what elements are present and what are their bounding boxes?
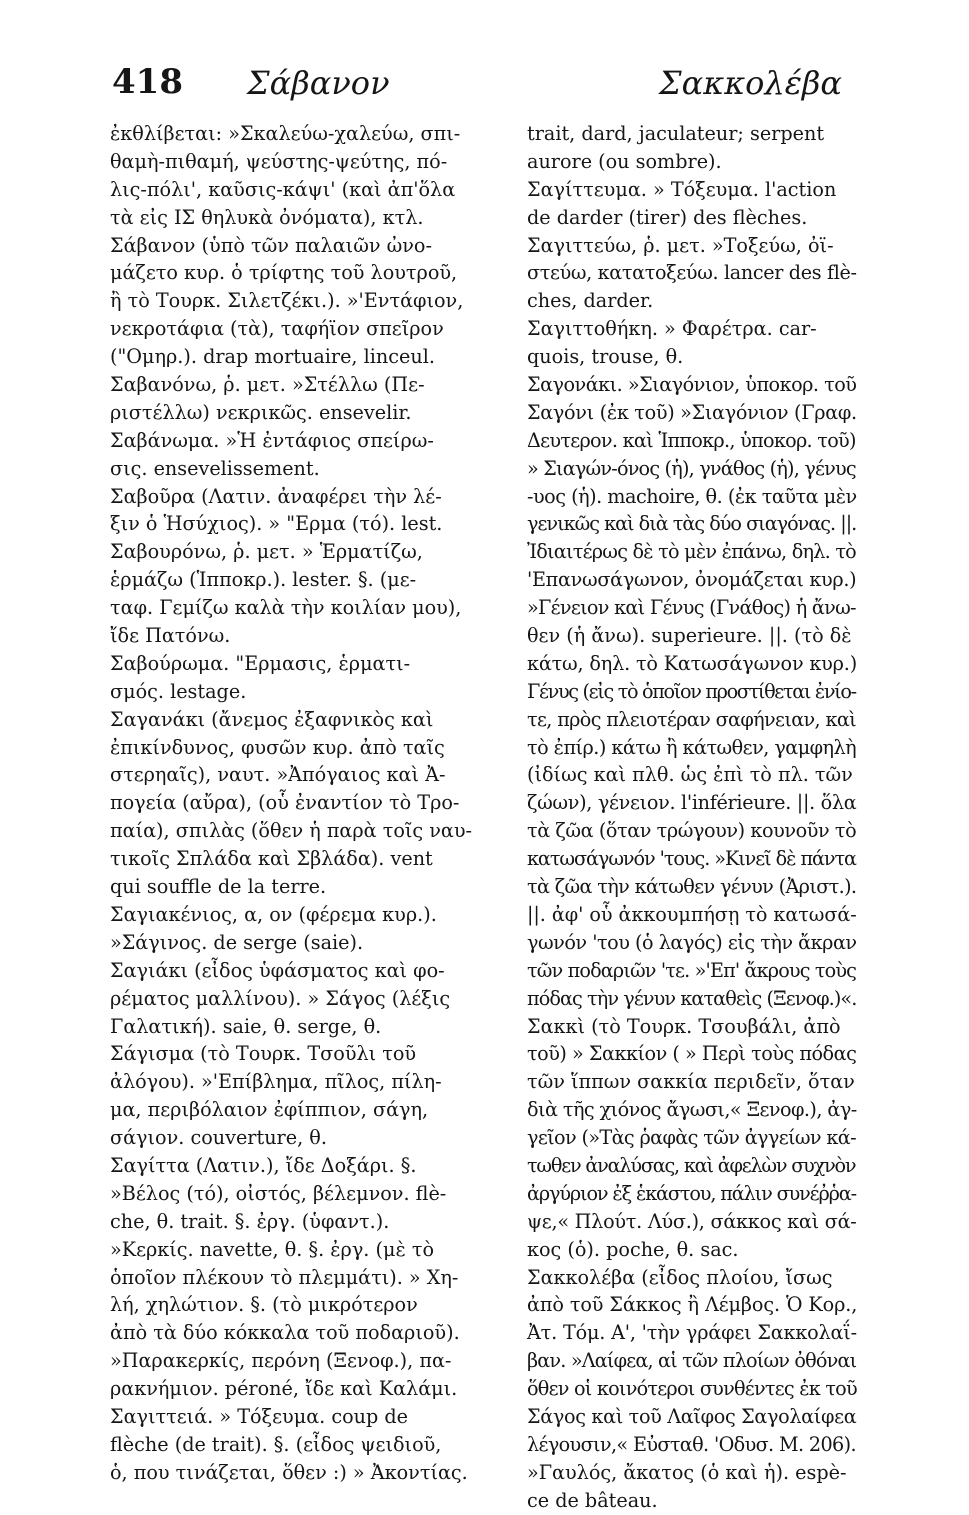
text-line: βαν. »Λαίφεα, αἱ τῶν πλοίων ὀθόναι <box>527 1349 857 1373</box>
text-line: γεῖον (»Τὰς ῥαφὰς τῶν ἀγγείων κά- <box>527 1126 856 1150</box>
text-line: Σαγονάκι. »Σιαγόνιον, ὑποκορ. τοῦ <box>527 373 857 397</box>
text-line: aurore (ou sombre). <box>527 149 722 173</box>
text-line: Σαβάνωμα. »Ἡ ἐντάφιος σπείρω- <box>110 428 434 452</box>
text-line: ριστέλλω) νεκρικῶς. ensevelir. <box>110 400 412 424</box>
text-line: σάγιον. couverture, θ. <box>110 1126 327 1150</box>
text-line: ἢ τὸ Τουρκ. Σιλετζέκι.). »'Εντάφιον, <box>110 289 464 313</box>
text-line: κάτω, δηλ. τὸ Κατωσάγωνον κυρ.) <box>527 651 858 675</box>
text-line: »Βέλος (τό), οἰστός, βέλεμνον. flè- <box>110 1181 447 1205</box>
text-line: ("Ομηρ.). drap mortuaire, linceul. <box>110 345 435 369</box>
text-line: μα, περιβόλαιον ἐφίππιον, σάγη, <box>110 1098 429 1122</box>
left-text-column <box>110 120 495 1484</box>
text-line: διὰ τῆς χιόνος ἄγωσι,« Ξενοφ.), ἀγ- <box>527 1098 857 1122</box>
text-line: τε, πρὸς πλειοτέραν σαφήνειαν, καὶ <box>527 707 857 731</box>
text-line: γωνόν 'του (ὁ λαγός) εἰς τὴν ἄκραν <box>527 930 857 954</box>
text-line: τῶν ποδαριῶν 'τε. »'Επ' ἄκρους τοὺς <box>527 958 857 982</box>
text-line: »Σάγινος. de serge (saie). <box>110 930 364 954</box>
text-line: στερηαῖς), ναυτ. »Ἀπόγαιος καὶ Ἀ- <box>110 763 446 787</box>
text-line: λέγουσιν,« Εὐσταθ. 'Οδυσ. Μ. 206). <box>527 1432 856 1456</box>
text-line: ce de bâteau. <box>527 1488 658 1512</box>
right-running-head: Σακκολέβα <box>658 64 842 102</box>
text-line: Σάβανον (ὑπὸ τῶν παλαιῶν ὠνο- <box>110 233 432 257</box>
text-line: flèche (de trait). §. (εἶδος ψειδιοῦ, <box>110 1432 442 1456</box>
text-line: ἀλόγου). »'Επίβλημα, πῖλος, πίλη- <box>110 1070 442 1094</box>
text-line: Σαγιάκι (εἶδος ὑφάσματος καὶ φο- <box>110 958 445 982</box>
text-line: Σακκολέβα (εἶδος πλοίου, ἴσως <box>527 1265 833 1289</box>
text-line: τοῦ) » Σακκίον ( » Περὶ τοὺς πόδας <box>527 1042 857 1066</box>
text-line: Σαγίττευμα. » Τόξευμα. l'action <box>527 177 837 201</box>
text-line: (ἰδίως καὶ πλθ. ὡς ἐπὶ τὸ πλ. τῶν <box>527 763 853 787</box>
text-line: θεν (ἡ ἄνω). superieure. ||. (τὸ δὲ <box>527 624 852 648</box>
text-line: » Σιαγών-όνος (ἡ), γνάθος (ἡ), γένυς <box>527 456 856 480</box>
text-line: ἀργύριον ἐξ ἑκάστου, πάλιν συνέῤῥα- <box>527 1181 857 1205</box>
text-line: ρέματος μαλλίνου). » Σάγος (λέξις <box>110 986 451 1010</box>
text-line: παία), σπιλὰς (ὅθεν ἡ παρὰ τοῖς ναυ- <box>110 819 473 843</box>
text-line: Σαβανόνω, ῥ. μετ. »Στέλλω (Πε- <box>110 373 425 397</box>
text-line: τωθεν ἀναλύσας, καὶ ἀφελὼν συχνὸν <box>527 1153 856 1177</box>
text-line: ταφ. Γεμίζω καλὰ τὴν κοιλίαν μου), <box>110 596 462 620</box>
text-line: τικοῖς Σπλάδα καὶ Σβλάδα). vent <box>110 847 433 871</box>
text-line: ρακνήμιον. péroné, ἴδε καὶ Καλάμι. <box>110 1377 458 1401</box>
text-line: Σαγανάκι (ἄνεμος ἐξαφνικὸς καὶ <box>110 707 434 731</box>
text-line: trait, dard, jaculateur; serpent <box>527 122 825 145</box>
text-line: ζώων), γένειον. l'inférieure. ||. ὅλα <box>527 791 857 815</box>
text-line: Σάγισμα (τὸ Τουρκ. Τσοῦλι τοῦ <box>110 1042 417 1066</box>
text-line: ἐκθλίβεται: »Σκαλεύω-χαλεύω, σπι- <box>110 122 461 145</box>
text-line: Σακκὶ (τὸ Τουρκ. Τσουβάλι, ἀπὸ <box>527 1014 841 1038</box>
text-line: τὰ ζῶα τὴν κάτωθεν γένυν (Ἀριστ.). <box>527 875 857 899</box>
text-line: κος (ὁ). poche, θ. sac. <box>527 1237 739 1261</box>
text-line: Σαβουρόνω, ῥ. μετ. » Ἑρματίζω, <box>110 540 423 564</box>
text-line: qui souffle de la terre. <box>110 875 327 899</box>
text-line: τὰ εἰς ΙΣ θηλυκὰ ὀνόματα), κτλ. <box>110 205 424 229</box>
text-line: ὅθεν οἱ κοινότεροι συνθέντες ἐκ τοῦ <box>527 1377 857 1401</box>
text-line: Σαγιττεύω, ῥ. μετ. »Τοξεύω, ὀϊ- <box>527 233 834 257</box>
text-line: »Κερκίς. navette, θ. §. ἐργ. (μὲ τὸ <box>110 1237 435 1261</box>
text-line: ὁποῖον πλέκουν τὸ πλεμμάτι). » Χη- <box>110 1265 459 1289</box>
text-line: Ἰδιαιτέρως δὲ τὸ μὲν ἐπάνω, δηλ. τὸ <box>527 540 856 564</box>
text-line: τῶν ἵππων σακκία περιδεῖν, ὅταν <box>527 1070 855 1094</box>
text-line: σις. ensevelissement. <box>110 456 320 480</box>
text-line: Σάγος καὶ τοῦ Λαῖφος Σαγολαίφεα <box>527 1404 857 1428</box>
text-line: στεύω, κατατοξεύω. lancer des flè- <box>527 261 857 285</box>
text-line: Σαβούρωμα. "Ερμασις, ἑρματι- <box>110 651 411 675</box>
text-line: »Παρακερκίς, περόνη (Ξενοφ.), πα- <box>110 1349 452 1373</box>
text-line: »Γένειον καὶ Γένυς (Γνάθος) ἡ ἄνω- <box>527 596 856 620</box>
right-text-column <box>527 120 858 1512</box>
text-line: πογεία (αὔρα), (οὗ ἐναντίον τὸ Τρο- <box>110 791 460 815</box>
text-line: κατωσάγωνόν 'τους. »Κινεῖ δὲ πάντα <box>527 847 856 871</box>
text-line: Γένυς (εἰς τὸ ὁποῖον προστίθεται ἐνίο- <box>527 679 856 703</box>
text-line: λις-πόλι', καῦσις-κάψι' (καὶ ἀπ'ὅλα <box>110 177 456 201</box>
text-line: γενικῶς καὶ διὰ τὰς δύο σιαγόνας. ||. <box>527 512 857 536</box>
text-line: Σαγιττειά. » Τόξευμα. coup de <box>110 1404 409 1428</box>
left-running-head: Σάβανον <box>247 64 390 102</box>
text-line: σμός. lestage. <box>110 679 247 703</box>
text-line: ψε,« Πλούτ. Λύσ.), σάκκος καὶ σά- <box>527 1209 857 1233</box>
text-line: νεκροτάφια (τὰ), ταφήϊον σπεῖρον <box>110 317 444 341</box>
text-line: Σαβοῦρα (Λατιν. ἀναφέρει τὴν λέ- <box>110 484 442 508</box>
text-line: quois, trouse, θ. <box>527 345 684 369</box>
page-number: 418 <box>112 62 183 102</box>
text-line: ἴδε Πατόνω. <box>110 624 231 648</box>
text-line: μάζετο κυρ. ὁ τρίφτης τοῦ λουτροῦ, <box>110 261 458 285</box>
text-line: ξιν ὁ Ἡσύχιος). » "Ερμα (τό). lest. <box>110 512 443 536</box>
text-line: πόδας τὴν γένυν καταθεὶς (Ξενοφ.)«. <box>527 986 857 1010</box>
text-line: Ἀτ. Τόμ. Α', 'τὴν γράφει Σακκολαΐ- <box>527 1321 857 1345</box>
text-line: θαμὴ-πιθαμή, ψεύστης-ψεύτης, πό- <box>110 149 448 173</box>
text-line: ||. ἀφ' οὗ ἀκκουμπήσῃ τὸ κατωσά- <box>527 902 857 926</box>
text-line: che, θ. trait. §. ἐργ. (ὑφαντ.). <box>110 1209 390 1233</box>
text-line: »Γαυλός, ἄκατος (ὁ καὶ ἡ). espè- <box>527 1460 847 1484</box>
text-line: τὸ ἐπίρ.) κάτω ἢ κάτωθεν, γαμφηλὴ <box>527 735 857 759</box>
text-line: ἐπικίνδυνος, φυσῶν κυρ. ἀπὸ ταῖς <box>110 735 445 759</box>
text-line: 'Επανωσάγωνον, ὀνομάζεται κυρ.) <box>527 568 857 592</box>
text-line: Σαγιττοθήκη. » Φαρέτρα. car- <box>527 317 817 341</box>
text-line: Σαγιακένιος, α, ον (φέρεμα κυρ.). <box>110 902 437 926</box>
page-header <box>112 62 842 112</box>
text-line: Δευτερον. καὶ Ἱπποκρ., ὑποκορ. τοῦ) <box>527 428 856 452</box>
text-line: -υος (ἡ). machoire, θ. (ἐκ ταῦτα μὲν <box>527 484 857 508</box>
text-line: ches, darder. <box>527 289 654 313</box>
text-line: Σαγίττα (Λατιν.), ἴδε Δοξάρι. §. <box>110 1153 417 1177</box>
text-line: Σαγόνι (ἐκ τοῦ) »Σιαγόνιον (Γραφ. <box>527 400 857 424</box>
text-line: Γαλατική). saie, θ. serge, θ. <box>110 1014 382 1038</box>
text-line: ἑρμάζω (Ἱπποκρ.). lester. §. (με- <box>110 568 417 592</box>
text-line: λή, χηλώτιον. §. (τὸ μικρότερον <box>110 1293 418 1317</box>
text-line: τὰ ζῶα (ὅταν τρώγουν) κουνοῦν τὸ <box>527 819 857 843</box>
text-line: ἀπὸ τὰ δύο κόκκαλα τοῦ ποδαριοῦ). <box>110 1321 460 1345</box>
text-line: de darder (tirer) des flèches. <box>527 205 808 229</box>
text-line: ἀπὸ τοῦ Σάκκος ἢ Λέμβος. Ὁ Κορ., <box>527 1293 858 1317</box>
text-line: ὁ, που τινάζεται, ὅθεν :) » Ἀκοντίας. <box>110 1460 468 1484</box>
